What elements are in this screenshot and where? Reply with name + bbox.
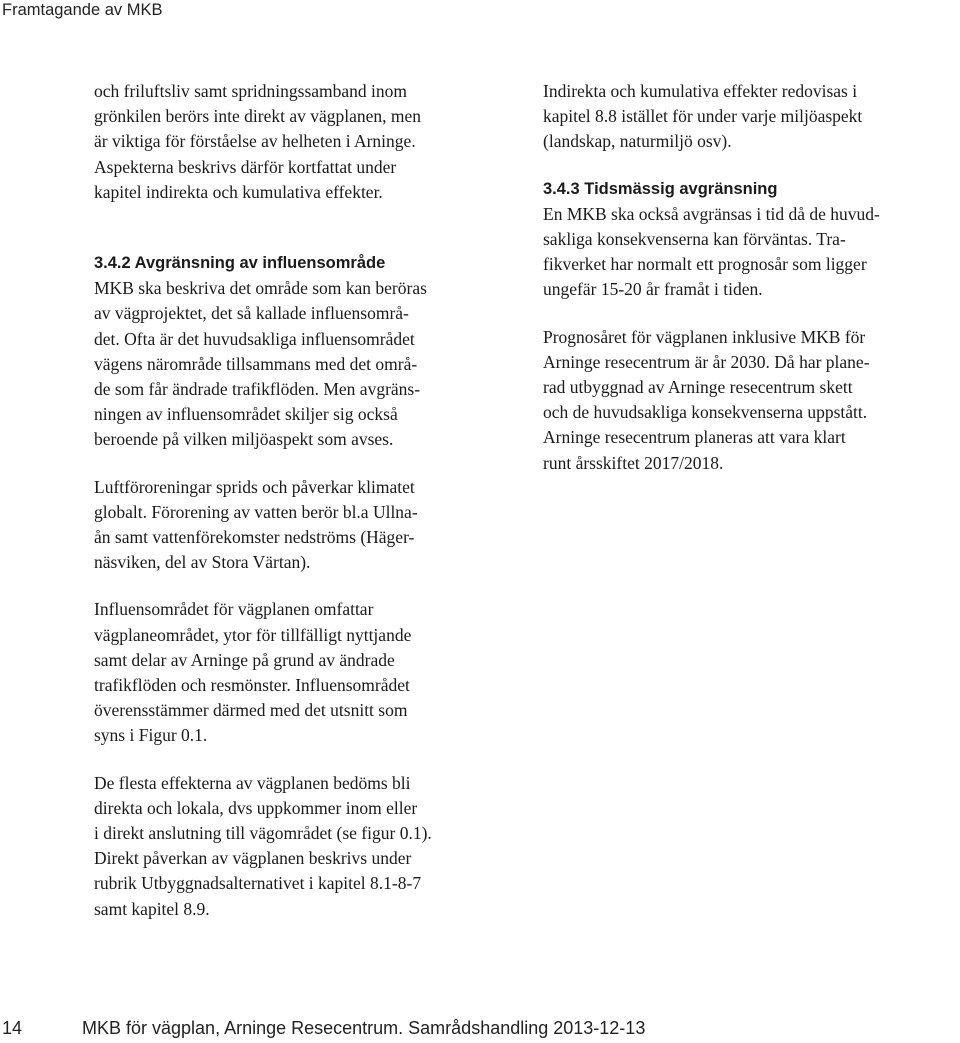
text-line: MKB ska beskriva det område som kan beröras <box>94 278 427 299</box>
text-line: det. Ofta är det huvudsakliga influensområdet <box>94 328 415 349</box>
text-line: globalt. Förorening av vatten berör bl.a Ullna- <box>94 501 418 522</box>
text-line: ån samt vattenförekomster nedströms (Häger- <box>94 527 415 548</box>
section-heading: 3.4.2 Avgränsning av influensområde <box>94 254 386 273</box>
section-heading: 3.4.3 Tidsmässig avgränsning <box>543 179 778 198</box>
right-column <box>543 79 953 498</box>
text-line: syns i Figur 0.1. <box>94 725 208 746</box>
running-header: Framtagande av MKB <box>2 1 163 19</box>
text-line: näsviken, del av Stora Värtan). <box>94 552 311 573</box>
left-column <box>94 79 514 944</box>
text-line: de som får ändrade trafikflöden. Men avgräns- <box>94 379 421 400</box>
text-line: kapitel 8.8 istället för under varje miljöaspekt <box>543 106 863 127</box>
text-line: (landskap, naturmiljö osv). <box>543 131 732 152</box>
page-number: 14 <box>2 1018 23 1038</box>
text-line: Arninge resecentrum planeras att vara klart <box>543 427 846 448</box>
text-line: överensstämmer därmed med det utsnitt som <box>94 700 408 721</box>
text-line: Prognosåret för vägplanen inklusive MKB för <box>543 326 866 347</box>
text-line: är viktiga för förståelse av helheten i Arninge. <box>94 131 416 152</box>
influence-paragraph <box>94 597 514 748</box>
pollution-paragraph <box>94 475 514 576</box>
document-title: MKB för vägplan, Arninge Resecentrum. Samrådshandling 2013-12-13 <box>82 1018 646 1038</box>
text-line: ungefär 15-20 år framåt i tiden. <box>543 279 763 300</box>
text-line: sakliga konsekvenserna kan förväntas. Tra- <box>543 229 846 250</box>
text-line: kapitel indirekta och kumulativa effekter. <box>94 181 383 202</box>
text-line: runt årsskiftet 2017/2018. <box>543 452 724 473</box>
text-line: i direkt anslutning till vägområdet (se figur 0.1). <box>94 823 432 844</box>
text-line: trafikflöden och resmönster. Influensområdet <box>94 675 410 696</box>
text-line: En MKB ska också avgränsas i tid då de huvud- <box>543 203 880 224</box>
text-line: grönkilen berörs inte direkt av vägplanen, men <box>94 106 422 127</box>
text-line: av vägprojektet, det så kallade influensområ- <box>94 303 409 324</box>
text-line: Luftföroreningar sprids och påverkar klimatet <box>94 476 415 497</box>
text-line: beroende på vilken miljöaspekt som avses. <box>94 429 394 450</box>
text-line: och friluftsliv samt spridningssamband inom <box>94 81 408 101</box>
text-line: vägplaneområdet, ytor för tillfälligt nyttjande <box>94 624 412 645</box>
text-line: fikverket har normalt ett prognosår som ligger <box>543 254 867 275</box>
text-line: vägens närområde tillsammans med det områ- <box>94 353 418 374</box>
text-line: Direkt påverkan av vägplanen beskrivs under <box>94 848 412 869</box>
text-line: ningen av influensområdet skiljer sig också <box>94 404 398 425</box>
indirect-effects-paragraph <box>543 79 953 155</box>
text-line: samt delar av Arninge på grund av ändrade <box>94 649 395 670</box>
text-line: Arninge resecentrum är år 2030. Då har plane- <box>543 351 870 372</box>
text-line: rubrik Utbyggnadsalternativet i kapitel 8.1-8-7 <box>94 873 422 894</box>
text-line: direkta och lokala, dvs uppkommer inom eller <box>94 797 418 818</box>
text-line: Influensområdet för vägplanen omfattar <box>94 599 374 620</box>
intro-paragraph <box>94 79 514 205</box>
text-line: Aspekterna beskrivs därför kortfattat under <box>94 156 397 177</box>
text-line: och de huvudsakliga konsekvenserna uppstått. <box>543 402 868 423</box>
text-line: De flesta effekterna av vägplanen bedöms bli <box>94 772 411 793</box>
text-line: rad utbyggnad av Arninge resecentrum skett <box>543 377 853 398</box>
effects-paragraph <box>94 771 514 922</box>
section-3-4-2 <box>94 251 514 453</box>
section-3-4-3 <box>543 177 953 303</box>
prognosis-paragraph <box>543 325 953 476</box>
text-line: samt kapitel 8.9. <box>94 898 210 919</box>
text-line: Indirekta och kumulativa effekter redovisas i <box>543 81 858 101</box>
